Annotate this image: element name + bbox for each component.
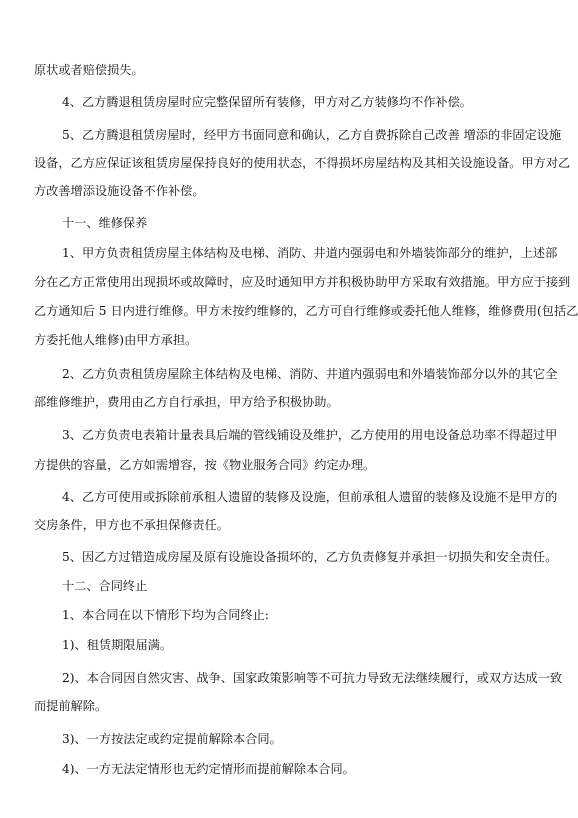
text-line: 1、甲方负责租赁房屋主体结构及电梯、消防、井道内强弱电和外墙装饰部分的维护，上述部 [62, 246, 558, 260]
text-line: 4、乙方腾退租赁房屋时应完整保留所有装修，甲方对乙方装修均不作补偿。 [62, 95, 472, 109]
text-line: 4、乙方可使用或拆除前承租人遗留的装修及设施，但前承租人遗留的装修及设施不是甲方的 [62, 490, 558, 504]
text-line: 1、本合同在以下情形下均为合同终止: [62, 608, 269, 622]
text-line: 3、乙方负责电表箱计量表具后端的管线铺设及维护，乙方使用的用电设备总功率不得超过甲 [62, 428, 558, 442]
text-line: 设备，乙方应保证该租赁房屋保持良好的使用状态，不得损坏房屋结构及其相关设施设备。甲方对乙 [34, 156, 571, 170]
text-line: 4)、一方无法定情形也无约定情形而提前解除本合同。 [62, 762, 355, 776]
text-line: 交房条件，甲方也不承担保修责任。 [34, 518, 229, 532]
text-line: 部维修维护，费用由乙方自行承担，甲方给予积极协助。 [34, 395, 339, 409]
text-line: 原状或者赔偿损失。 [34, 63, 144, 77]
text-line: 2)、本合同因自然灾害、战争、国家政策影响等不可抗力导致无法继续履行，或双方达成一致 [62, 671, 563, 685]
text-line: 5、因乙方过错造成房屋及原有设施设备损坏的，乙方负责修复并承担一切损失和安全责任。 [62, 550, 558, 564]
text-line: 2、乙方负责租赁房屋除主体结构及电梯、消防、井道内强弱电和外墙装饰部分以外的其它全 [62, 367, 558, 381]
text-line: 5、乙方腾退租赁房屋时，经甲方书面同意和确认，乙方自费拆除自己改善 增添的非固定设施 [62, 128, 562, 142]
text-line: 3)、一方按法定或约定提前解除本合同。 [62, 732, 282, 746]
section-heading: 十一、维修保养 [62, 216, 148, 230]
text-line: 方委托他人维修)由甲方承担。 [34, 333, 198, 347]
text-line: 分在乙方正常使用出现损坏或故障时，应及时通知甲方并积极协助甲方采取有效措施。甲方应于接到 [34, 275, 571, 289]
text-line: 1)、租赁期限届满。 [62, 638, 173, 652]
text-line: 而提前解除。 [34, 699, 108, 713]
text-line: 乙方通知后 5 日内进行维修。甲方未按约维修的，乙方可自行维修或委托他人维修，维修费用(包括乙 [34, 304, 578, 318]
text-line: 方提供的容量，乙方如需增容，按《物业服务合同》约定办理。 [34, 458, 376, 472]
section-heading: 十二、合同终止 [62, 579, 148, 593]
text-line: 方改善增添设施设备不作补偿。 [34, 184, 205, 198]
